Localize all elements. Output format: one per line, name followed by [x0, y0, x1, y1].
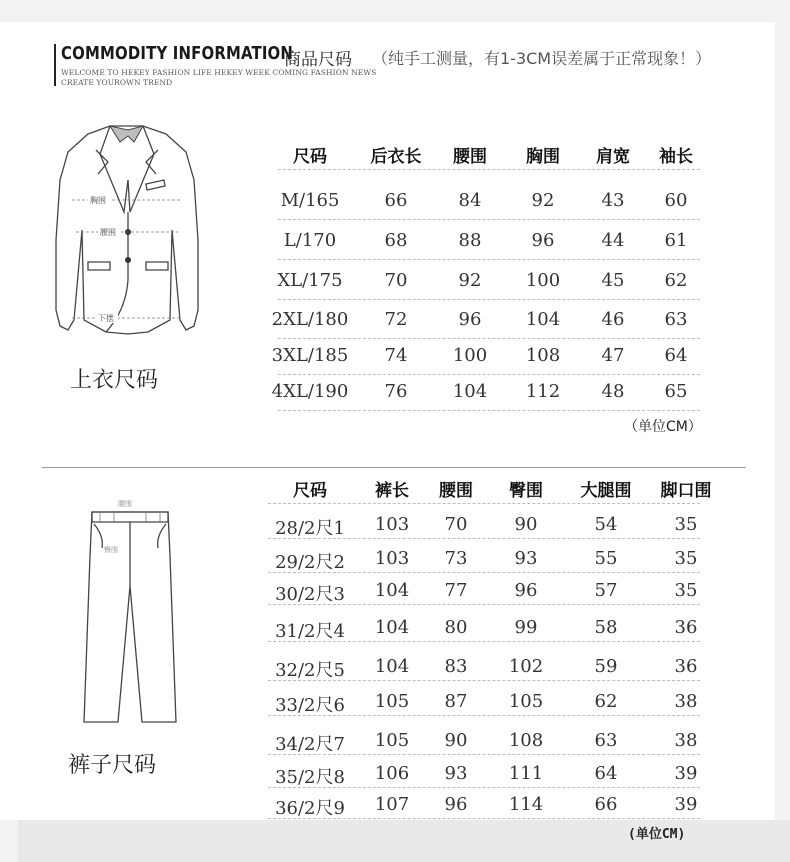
pants-table-cell: 107 [374, 794, 410, 815]
svg-text:臀围: 臀围 [104, 546, 118, 554]
pants-table-cell: 73 [444, 548, 468, 569]
jacket-table-cell: 44 [601, 230, 625, 251]
jacket-header-0: 尺码 [293, 147, 327, 167]
pants-header-1: 裤长 [375, 481, 409, 501]
svg-text:胸围: 胸围 [90, 196, 106, 205]
pants-table-cell: 96 [444, 794, 468, 815]
pants-row-size: 35/2尺8 [275, 767, 345, 788]
pants-row-divider [268, 818, 700, 819]
pants-row-size: 29/2尺2 [275, 552, 345, 573]
pants-row-divider [268, 641, 700, 642]
pants-table-cell: 80 [444, 617, 468, 638]
pants-table-cell: 36 [674, 656, 698, 677]
jacket-table-cell: 47 [601, 345, 625, 366]
pants-table-cell: 38 [674, 730, 698, 751]
pants-table-cell: 90 [514, 514, 538, 535]
pants-table-cell: 106 [374, 763, 410, 784]
jacket-table-cell: 104 [452, 381, 488, 402]
jacket-row-divider [278, 410, 700, 411]
jacket-caption: 上衣尺码 [70, 368, 159, 393]
pants-illustration [78, 496, 182, 728]
pants-table-cell: 104 [374, 580, 410, 601]
jacket-table-cell: 65 [664, 381, 688, 402]
jacket-table-cell: 92 [531, 190, 555, 211]
pants-table-cell: 105 [374, 691, 410, 712]
pants-table-cell: 99 [514, 617, 538, 638]
pants-table-cell: 103 [374, 514, 410, 535]
pants-caption: 裤子尺码 [68, 753, 157, 778]
jacket-table-cell: 60 [664, 190, 688, 211]
pants-row-size: 33/2尺6 [275, 695, 345, 716]
jacket-row-size: XL/175 [277, 270, 343, 291]
jacket-table-cell: 104 [525, 309, 561, 330]
pants-row-divider [268, 538, 700, 539]
pants-row-size: 31/2尺4 [275, 621, 345, 642]
pants-table-cell: 102 [508, 656, 544, 677]
pants-table-cell: 87 [444, 691, 468, 712]
pants-table-cell: 57 [594, 580, 618, 601]
pants-row-divider [268, 715, 700, 716]
jacket-row-divider [278, 299, 700, 300]
pants-table-cell: 108 [508, 730, 544, 751]
jacket-table-cell: 74 [384, 345, 408, 366]
pants-unit-label: (单位CM) [628, 827, 686, 842]
pants-row-size: 36/2尺9 [275, 798, 345, 819]
pants-table-cell: 59 [594, 656, 618, 677]
pants-row-divider [268, 572, 700, 573]
pants-row-divider [268, 680, 700, 681]
jacket-row-divider [278, 259, 700, 260]
jacket-table-cell: 48 [601, 381, 625, 402]
pants-table-cell: 58 [594, 617, 618, 638]
jacket-header-5: 袖长 [659, 147, 693, 167]
pants-table-cell: 35 [674, 548, 698, 569]
pants-table-cell: 39 [674, 794, 698, 815]
pants-table-cell: 36 [674, 617, 698, 638]
pants-table-cell: 93 [514, 548, 538, 569]
pants-table-cell: 105 [508, 691, 544, 712]
pants-table-cell: 114 [508, 794, 544, 815]
pants-row-size: 30/2尺3 [275, 584, 345, 605]
jacket-table-cell: 63 [664, 309, 688, 330]
jacket-table-cell: 43 [601, 190, 625, 211]
pants-row-divider [268, 754, 700, 755]
jacket-table-cell: 70 [384, 270, 408, 291]
pants-table-cell: 104 [374, 617, 410, 638]
pants-table-cell: 55 [594, 548, 618, 569]
pants-header-0: 尺码 [293, 481, 327, 501]
pants-table-cell: 77 [444, 580, 468, 601]
pants-table-cell: 35 [674, 580, 698, 601]
jacket-row-size: M/165 [280, 190, 340, 211]
header-title-cn: 商品尺码 [284, 50, 352, 70]
header-note: （纯手工测量，有1-3CM误差属于正常现象！） [372, 49, 712, 68]
jacket-table-cell: 62 [664, 270, 688, 291]
pants-table-cell: 54 [594, 514, 618, 535]
pants-header-4: 大腿围 [580, 481, 632, 501]
jacket-row-size: 3XL/185 [271, 345, 349, 366]
jacket-row-size: 4XL/190 [271, 381, 349, 402]
pants-table-cell: 70 [444, 514, 468, 535]
jacket-table-cell: 100 [525, 270, 561, 291]
jacket-table-cell: 108 [525, 345, 561, 366]
pants-table-cell: 103 [374, 548, 410, 569]
pants-table-cell: 64 [594, 763, 618, 784]
pants-table-cell: 38 [674, 691, 698, 712]
pants-table-cell: 62 [594, 691, 618, 712]
jacket-table-cell: 100 [452, 345, 488, 366]
pants-row-size: 28/2尺1 [275, 518, 345, 539]
jacket-row-size: 2XL/180 [271, 309, 349, 330]
jacket-unit-label: （单位CM） [624, 419, 702, 435]
jacket-header-1: 后衣长 [370, 147, 422, 167]
pants-header-5: 脚口围 [660, 481, 712, 501]
jacket-table-cell: 84 [458, 190, 482, 211]
header-accent-bar [54, 44, 56, 86]
jacket-header-4: 肩宽 [596, 147, 630, 167]
pants-table-cell: 111 [508, 763, 544, 784]
header-title-en: COMMODITY INFORMATION [61, 43, 294, 64]
pants-row-size: 34/2尺7 [275, 734, 345, 755]
jacket-label-waist [98, 226, 120, 237]
jacket-table-cell: 45 [601, 270, 625, 291]
pants-header-2: 腰围 [439, 481, 473, 501]
jacket-row-divider [278, 374, 700, 375]
svg-text:下摆: 下摆 [98, 314, 114, 323]
jacket-table-cell: 96 [531, 230, 555, 251]
pants-table-cell: 39 [674, 763, 698, 784]
pants-table-cell: 96 [514, 580, 538, 601]
svg-text:腰围: 腰围 [100, 228, 116, 237]
jacket-table-cell: 64 [664, 345, 688, 366]
jacket-illustration [48, 120, 206, 342]
jacket-table-cell: 46 [601, 309, 625, 330]
pants-header-3: 臀围 [509, 481, 543, 501]
pants-table-cell: 83 [444, 656, 468, 677]
header-subline-2: CREATE YOUROWN TREND [61, 78, 173, 87]
pants-table-cell: 90 [444, 730, 468, 751]
header-subline-1: WELCOME TO HEKEY FASHION LIFE HEKEY WEEK COMING FASHION NEWS [61, 68, 377, 77]
jacket-label-hem [96, 312, 118, 323]
jacket-table-cell: 66 [384, 190, 408, 211]
pants-row-divider [268, 503, 700, 504]
jacket-row-size: L/170 [283, 230, 337, 251]
pants-table-cell: 35 [674, 514, 698, 535]
pants-row-divider [268, 787, 700, 788]
jacket-header-2: 腰围 [453, 147, 487, 167]
jacket-table-cell: 76 [384, 381, 408, 402]
jacket-row-divider [278, 219, 700, 220]
jacket-label-chest [88, 194, 110, 205]
pants-table-cell: 63 [594, 730, 618, 751]
pants-table-cell: 104 [374, 656, 410, 677]
jacket-header-3: 胸围 [526, 147, 560, 167]
pants-table-cell: 93 [444, 763, 468, 784]
jacket-table-cell: 61 [664, 230, 688, 251]
pants-row-divider [268, 604, 700, 605]
jacket-table-cell: 96 [458, 309, 482, 330]
jacket-table-cell: 72 [384, 309, 408, 330]
jacket-row-divider [278, 338, 700, 339]
pants-row-size: 32/2尺5 [275, 660, 345, 681]
jacket-table-cell: 68 [384, 230, 408, 251]
section-divider [42, 467, 746, 468]
pants-label-waist [118, 499, 132, 508]
pants-table-cell: 105 [374, 730, 410, 751]
pants-table-cell: 66 [594, 794, 618, 815]
pants-label-hip [104, 545, 118, 554]
jacket-table-cell: 88 [458, 230, 482, 251]
jacket-row-divider [278, 169, 700, 170]
jacket-table-cell: 112 [525, 381, 561, 402]
jacket-table-cell: 92 [458, 270, 482, 291]
svg-text:腰围: 腰围 [118, 500, 132, 508]
